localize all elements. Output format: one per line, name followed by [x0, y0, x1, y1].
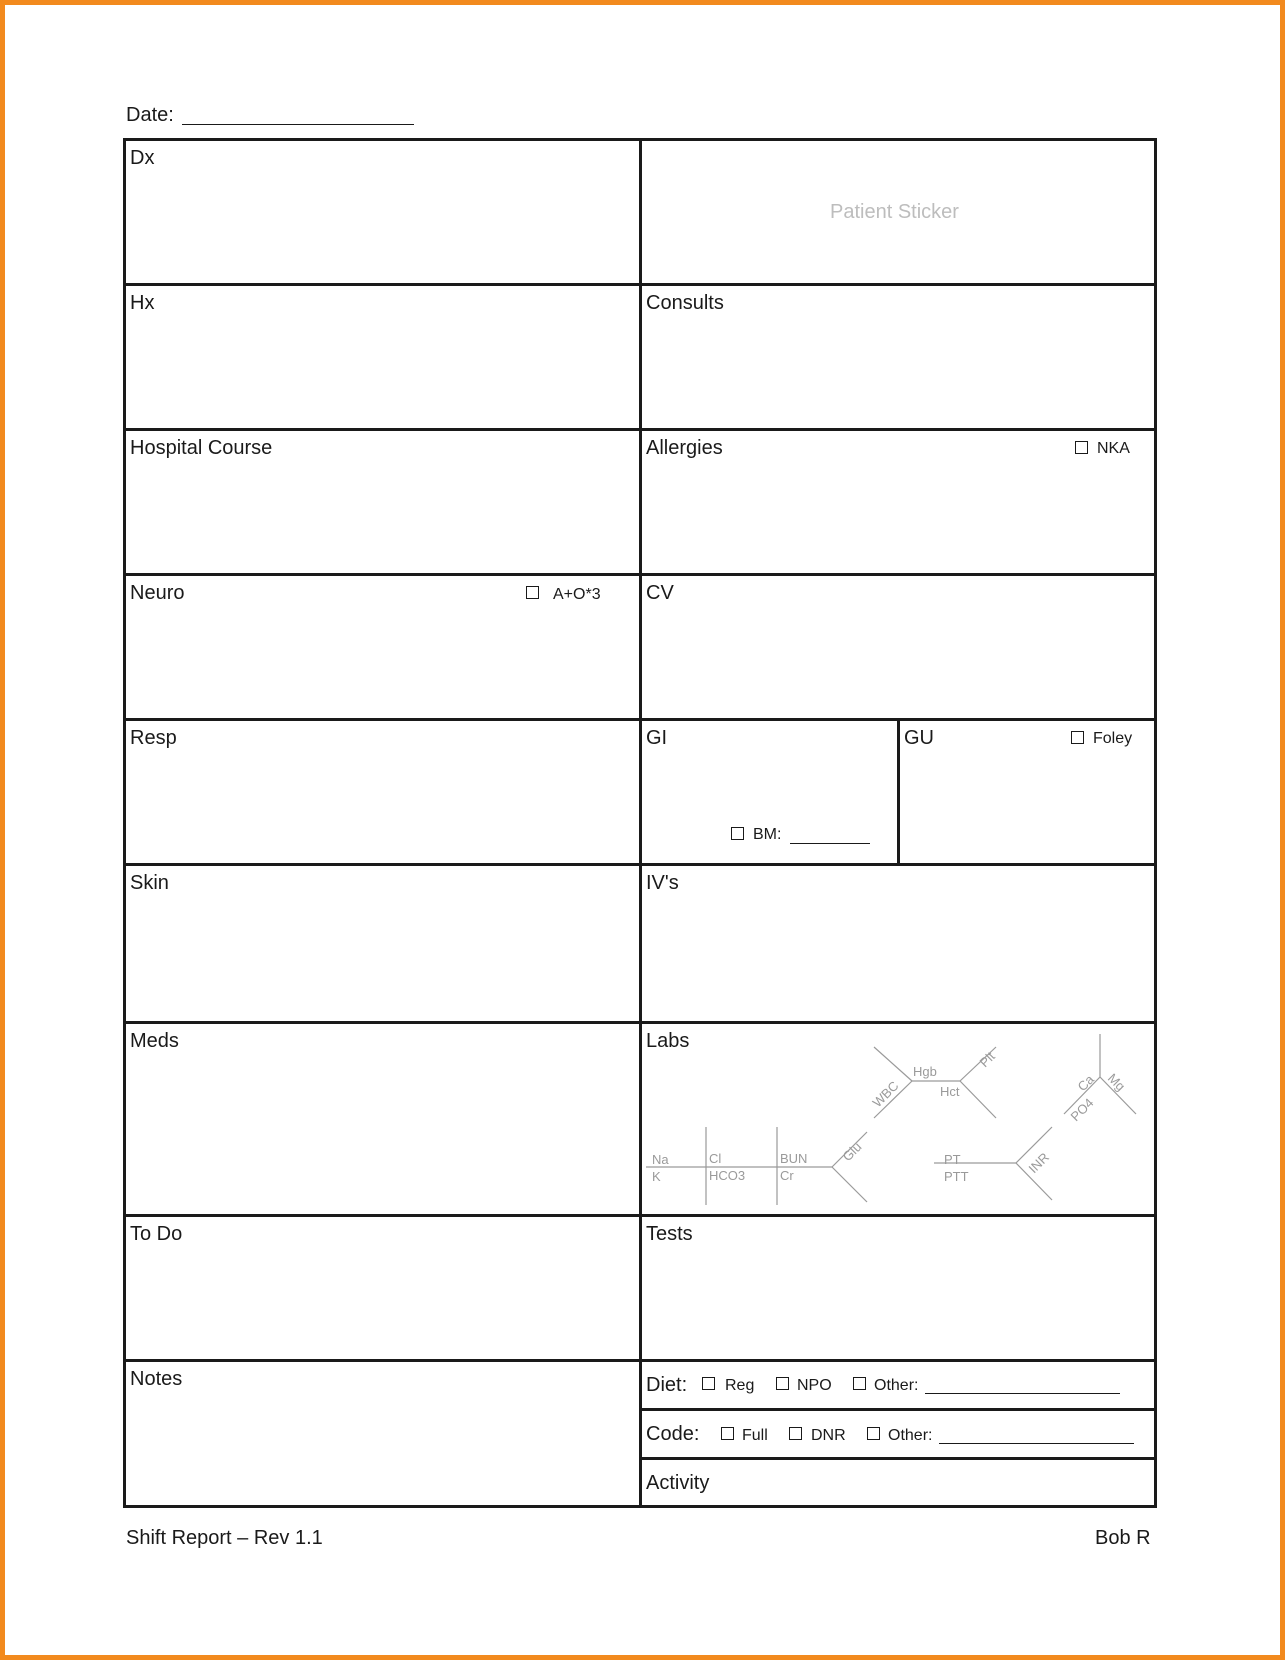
diet-npo-checkbox[interactable]	[776, 1377, 789, 1390]
dx-label: Dx	[130, 147, 155, 169]
tests-label: Tests	[646, 1223, 693, 1245]
lab-glu: Glu	[839, 1139, 865, 1165]
diet-other-checkbox[interactable]	[853, 1377, 866, 1390]
lab-inr: INR	[1025, 1149, 1052, 1177]
diet-npo-label: NPO	[797, 1377, 832, 1394]
lab-na: Na	[652, 1152, 669, 1167]
lab-hgb: Hgb	[913, 1064, 937, 1079]
hospital-course-label: Hospital Course	[130, 437, 273, 459]
notes-label: Notes	[130, 1368, 183, 1390]
nka-label: NKA	[1097, 440, 1130, 457]
lab-k: K	[652, 1169, 661, 1184]
bm-label: BM:	[753, 826, 782, 843]
lab-ca: Ca	[1074, 1071, 1097, 1095]
aox3-label: A+O*3	[553, 586, 601, 603]
labs-diagram	[642, 1024, 1154, 1214]
lab-ptt: PTT	[944, 1169, 969, 1184]
todo-label: To Do	[130, 1223, 183, 1245]
lab-hco3: HCO3	[709, 1168, 746, 1183]
resp-label: Resp	[130, 727, 177, 749]
lab-cr: Cr	[780, 1168, 794, 1183]
foley-checkbox[interactable]	[1071, 731, 1084, 744]
date-label: Date:	[126, 104, 174, 126]
code-other-label: Other:	[888, 1427, 933, 1444]
activity-label: Activity	[646, 1472, 710, 1494]
foley-label: Foley	[1093, 730, 1133, 747]
code-other-field[interactable]	[939, 1443, 1134, 1444]
lab-po4: PO4	[1067, 1095, 1097, 1125]
nka-checkbox[interactable]	[1075, 441, 1088, 454]
code-full-label: Full	[742, 1427, 768, 1444]
code-label: Code:	[646, 1423, 700, 1445]
diet-other-label: Other:	[874, 1377, 919, 1394]
date-field[interactable]	[182, 124, 414, 125]
bm-field[interactable]	[790, 843, 870, 844]
lab-hct: Hct	[940, 1084, 960, 1099]
diet-reg-label: Reg	[725, 1377, 755, 1394]
gi-label: GI	[646, 727, 668, 749]
gu-label: GU	[904, 727, 934, 749]
hx-label: Hx	[130, 292, 155, 314]
lab-bun: BUN	[780, 1151, 808, 1166]
consults-label: Consults	[646, 292, 724, 314]
labs-label: Labs	[646, 1030, 690, 1052]
diet-label: Diet:	[646, 1374, 688, 1396]
lab-cl: Cl	[709, 1151, 722, 1166]
code-dnr-label: DNR	[811, 1427, 846, 1444]
code-full-checkbox[interactable]	[721, 1427, 734, 1440]
code-dnr-checkbox[interactable]	[789, 1427, 802, 1440]
patient-sticker-placeholder: Patient Sticker	[830, 201, 959, 223]
allergies-label: Allergies	[646, 437, 723, 459]
bm-checkbox[interactable]	[731, 827, 744, 840]
footer-title: Shift Report – Rev 1.1	[126, 1527, 323, 1549]
lab-mg: Mg	[1104, 1070, 1129, 1094]
lab-wbc: WBC	[869, 1078, 902, 1111]
meds-label: Meds	[130, 1030, 179, 1052]
lab-plt: Plt	[976, 1048, 998, 1071]
cv-label: CV	[646, 582, 674, 604]
lab-pt: PT	[944, 1152, 961, 1167]
diet-reg-checkbox[interactable]	[702, 1377, 715, 1390]
diet-other-field[interactable]	[925, 1393, 1120, 1394]
neuro-label: Neuro	[130, 582, 185, 604]
code-other-checkbox[interactable]	[867, 1427, 880, 1440]
ivs-label: IV's	[646, 872, 679, 894]
footer-author: Bob R	[1095, 1527, 1151, 1549]
aox3-checkbox[interactable]	[526, 586, 539, 599]
skin-label: Skin	[130, 872, 169, 894]
